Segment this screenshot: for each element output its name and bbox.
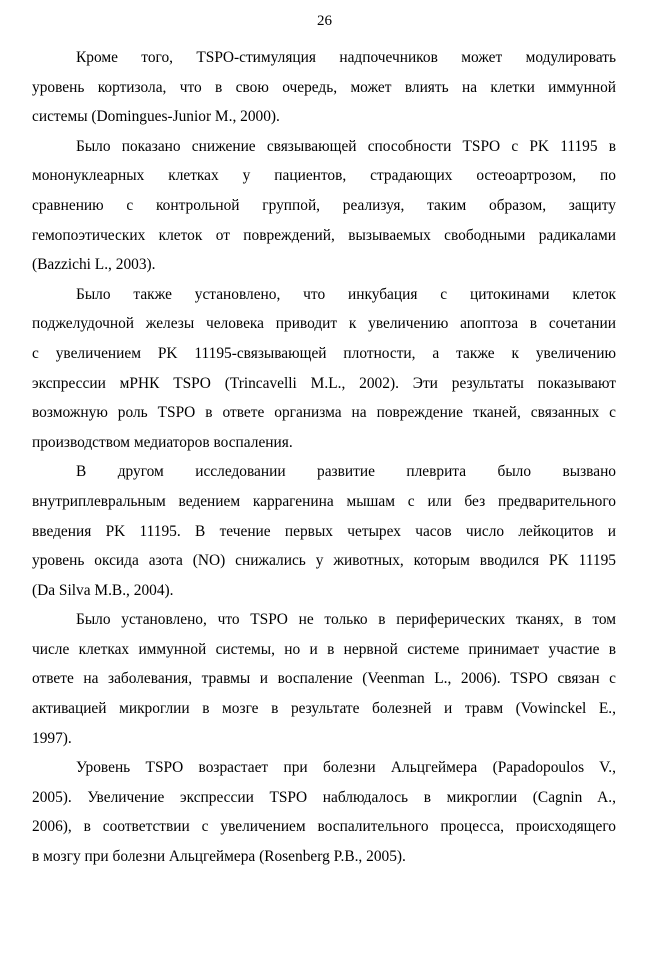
text-line: (Bazzichi L., 2003). xyxy=(32,256,156,274)
text-line: числе клетках иммунной системы, но и в нервной системе принимает участие в xyxy=(32,640,616,658)
text-line: Было установлено, что TSPO не только в периферических тканях, в том xyxy=(76,611,616,629)
paragraph-1 xyxy=(32,43,616,132)
paragraph-2 xyxy=(32,132,616,280)
text-line: внутриплевральным ведением каррагенина мышам с или без предварительного xyxy=(32,492,616,510)
text-line: 1997). xyxy=(32,729,72,747)
text-line: введения PK 11195. В течение первых четырех часов число лейкоцитов и xyxy=(32,522,616,540)
body-text xyxy=(32,43,616,872)
text-line: Было показано снижение связывающей способности TSPO с PK 11195 в xyxy=(76,137,616,155)
text-line: производством медиаторов воспаления. xyxy=(32,433,293,451)
text-line: возможную роль TSPO в ответе организма на повреждение тканей, связанных с xyxy=(32,404,616,422)
paragraph-5 xyxy=(32,605,616,753)
text-line: гемопоэтических клеток от повреждений, вызываемых свободными радикалами xyxy=(32,226,616,244)
text-line: уровень кортизола, что в свою очередь, может влиять на клетки иммунной xyxy=(32,78,616,96)
text-line: Кроме того, TSPO-стимуляция надпочечников может модулировать xyxy=(76,49,616,66)
text-line: активацией микроглии в мозге в результате болезней и травм (Vowinckel E., xyxy=(32,700,616,718)
text-line: в мозгу при болезни Альцгеймера (Rosenberg P.B., 2005). xyxy=(32,848,406,866)
text-line: В другом исследовании развитие плеврита было вызвано xyxy=(76,463,616,481)
text-line: сравнению с контрольной группой, реализуя, таким образом, защиту xyxy=(32,196,616,214)
text-line: (Da Silva M.B., 2004). xyxy=(32,581,174,599)
page-number: 26 xyxy=(317,13,332,29)
paragraph-3 xyxy=(32,280,616,458)
text-line: 2006), в соответствии с увеличением воспалительного процесса, происходящего xyxy=(32,818,616,836)
text-line: поджелудочной железы человека приводит к увеличению апоптоза в сочетании xyxy=(32,315,616,333)
text-line: экспрессии мРНК TSPO (Trincavelli M.L., 2002). Эти результаты показывают xyxy=(32,374,616,392)
text-line: с увеличением PK 11195-связывающей плотности, а также к увеличению xyxy=(32,344,616,362)
text-line: системы (Domingues-Junior M., 2000). xyxy=(32,108,280,126)
text-line: уровень оксида азота (NO) снижались у животных, которым вводился PK 11195 xyxy=(32,552,616,570)
paragraph-4 xyxy=(32,457,616,605)
text-line: Было также установлено, что инкубация с цитокинами клеток xyxy=(76,285,616,303)
text-line: ответе на заболевания, травмы и воспаление (Veenman L., 2006). TSPO связан с xyxy=(32,670,616,688)
text-line: мононуклеарных клетках у пациентов, страдающих остеоартрозом, по xyxy=(32,167,616,185)
text-line: 2005). Увеличение экспрессии TSPO наблюдалось в микроглии (Cagnin A., xyxy=(32,788,616,806)
text-line: Уровень TSPO возрастает при болезни Альцгеймера (Papadopoulos V., xyxy=(76,759,616,777)
paragraph-6 xyxy=(32,753,616,871)
